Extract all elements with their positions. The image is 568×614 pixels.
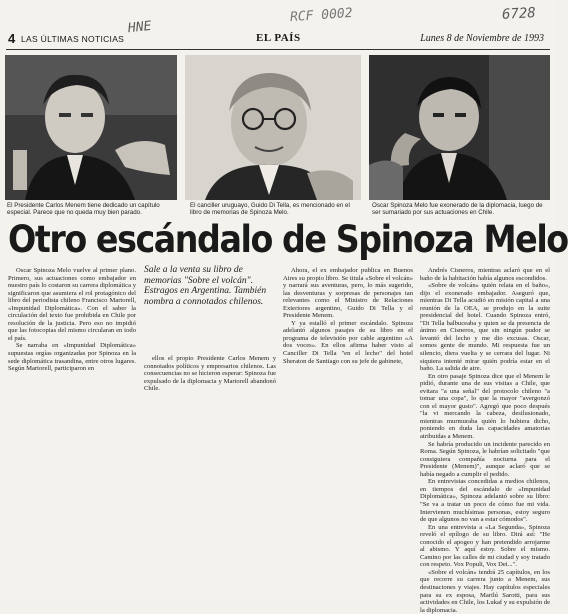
article-column-2 [144,355,276,393]
publication-date: Lunes 8 de Noviembre de 1993 [420,33,544,44]
paragraph: En otro pasaje Spinoza dice que el Menem le pidió, durante una de sus visitas a Chile, que evitara "a una señal" del protocolo chileno "a tomar una copa", lo que la mayor "avergonzó con el mayor gusto". Agregó que poco después "la vi mercando la cabeza, desilusionado, mientras murmuraba quién lo hubiera dicho, poniendo en duda las capacidades amatorias atribuidas a Menem. [420,372,550,441]
paragraph: Oscar Spinoza Melo vuelve al primer plano. Primero, sus actuaciones como embajador en nuestro país lo costaron su carrera diplomática y significaron que asumiera el rol protagónico del libro del periodista chileno Francisco Martorell, «Impunidad Diplomática». Con el saber la circulación del texto fue prohibida en Chile por resolución de la justicia. Pero eso no impidió que las fotocopias del mismo circularan en todo el país. [8,267,136,342]
newspaper-name: EL PAÍS [256,32,301,44]
photo-spinoza-melo-image [369,55,550,200]
page-number: 4 [8,31,16,46]
paragraph: Ahora, el ex embajador publica en Buenos Aires su propio libro. Se titula «Sobre el volcán» y narrará sus aventuras, pero, lo más sugerido, las desventuras y sorpresas de personajes tan relevantes como el Ministro de Relaciones Exteriores argentino, Guido Di Tella y el Presidente Menem. [283,267,413,320]
handwritten-number: 6728 [501,5,537,23]
paragraph: Andrés Cisneros, mientras aclaró que en el baño de la habitación había algunos escondidos. [420,267,550,282]
article-column-1 [8,267,136,373]
top-rule [6,49,550,50]
photo-caption-menem: El Presidente Carlos Menem tiene dedicado un capítulo especial. Parece que no queda muy bien parado. [7,202,160,217]
article-column-3 [283,267,413,365]
archive-stamp: RCF 0002 [289,5,354,26]
photo-caption-spinoza: Oscar Spinoza Melo fue exonerado de la diplomacia, luego de ser sumariado por sus actuaciones en Chile. [372,202,543,217]
photo-di-tella-image [185,55,361,200]
photo-menem [5,55,177,200]
paragraph: ellos el propio Presidente Carlos Menem y connotados políticos y empresarios chilenos. Las consecuencias no se hicieron esperar: Spinoza fue expulsado de la diplomacia y Martorell abandonó Chile. [144,355,276,393]
paragraph: Se habría producido un incidente parecido en Roma. Según Spinoza, le habrían solicitado "que consiguiera compañía nocturna para el Presidente (Menem)", aunque aclaró que se había negado a cumplir el pedido. [420,440,550,478]
masthead [8,32,548,46]
paragraph: Y ya estalló el primer escándalo. Spinoza adelantó algunos pasajes de su libro en el programa de televisión por cable argentino «A dos voces». En ellos afirma haber visto al Canciller Di Tella "en el lecho" del hotel Sheraton de Santiago con su jefe de gabinete, [283,319,413,365]
photo-menem-image [5,55,177,200]
section-name: LAS ÚLTIMAS NOTICIAS [21,34,125,44]
photo-caption-di-tella: El canciller uruguayo, Guido Di Tella, es mencionado en el libro de memorias de Spinoza Melo. [190,202,350,217]
photo-spinoza-melo [369,55,550,200]
pull-quote: Sale a la venta su libro de memorias "Sobre el volcán". Estragos en Argentina. También nombra a connotados chilenos. [144,265,267,307]
article-column-4 [420,267,550,614]
paragraph: Se narraba en «Impunidad Diplomática» supuestas orgías organizadas por Spinoza en la sede diplomática trasandina, entre otros lugares. Según Martorell, participaron en [8,342,136,373]
photo-di-tella [185,55,361,200]
handwritten-mark: HNE [127,18,153,37]
paragraph: En una entrevista a «La Segunda», Spinoza reveló el epílogo de su libro. Dirá así: "He conocido el apogeo y han pretendido arrojarme al abismo. Y aquí estoy. Sobre el mismo. Camino por las calles de mi ciudad y soy tratado con respeto. Vox Populi, Vox Dei...". [420,523,550,569]
article-headline: Otro escándalo de Spinoza Melo [8,218,568,261]
paragraph: «Sobre el volcán» tendrá 25 capítulos, en los que recorre su carrera junto a Menem, sus destinaciones y viajes. Hay capítulos especiales para su ex esposa, Marilú Sarotti, para sus actividades en Chile, los Lukaf y su expulsión de la diplomacia. [420,568,550,614]
paragraph: En entrevistas concedidas a medios chilenos, en tiempos del escándalo de «Impunidad Diplomática», Spinoza adelantó sobre su libro: "Se va a tratar un poco de cómo fue mi vida. Intervienen muchísimas personas, estoy seguro de que algunos no van a estar cómodos". [420,478,550,524]
paragraph: «Sobre de volcán» quién relata en el baño», dijo el exonerado embajador. Aseguró que, mientras Di Tella acudió en misión capital a una reunión de la OEA, se produjo en la suite presidencial del hotel. Cuando Spinoza entró, "Di Tella balbuceaba y quien se da presencia de ánimo en Cisneros, que sin ningún pudor se levantó del lecho y me dio excusas. Oscar, somos gente de mundo. Mi respuesta fue un silencio, diera vuelta y se cerrara del lugar. Ni siquiera intenté mirar quién podría estar en el baño. La salida de aire. [420,282,550,373]
